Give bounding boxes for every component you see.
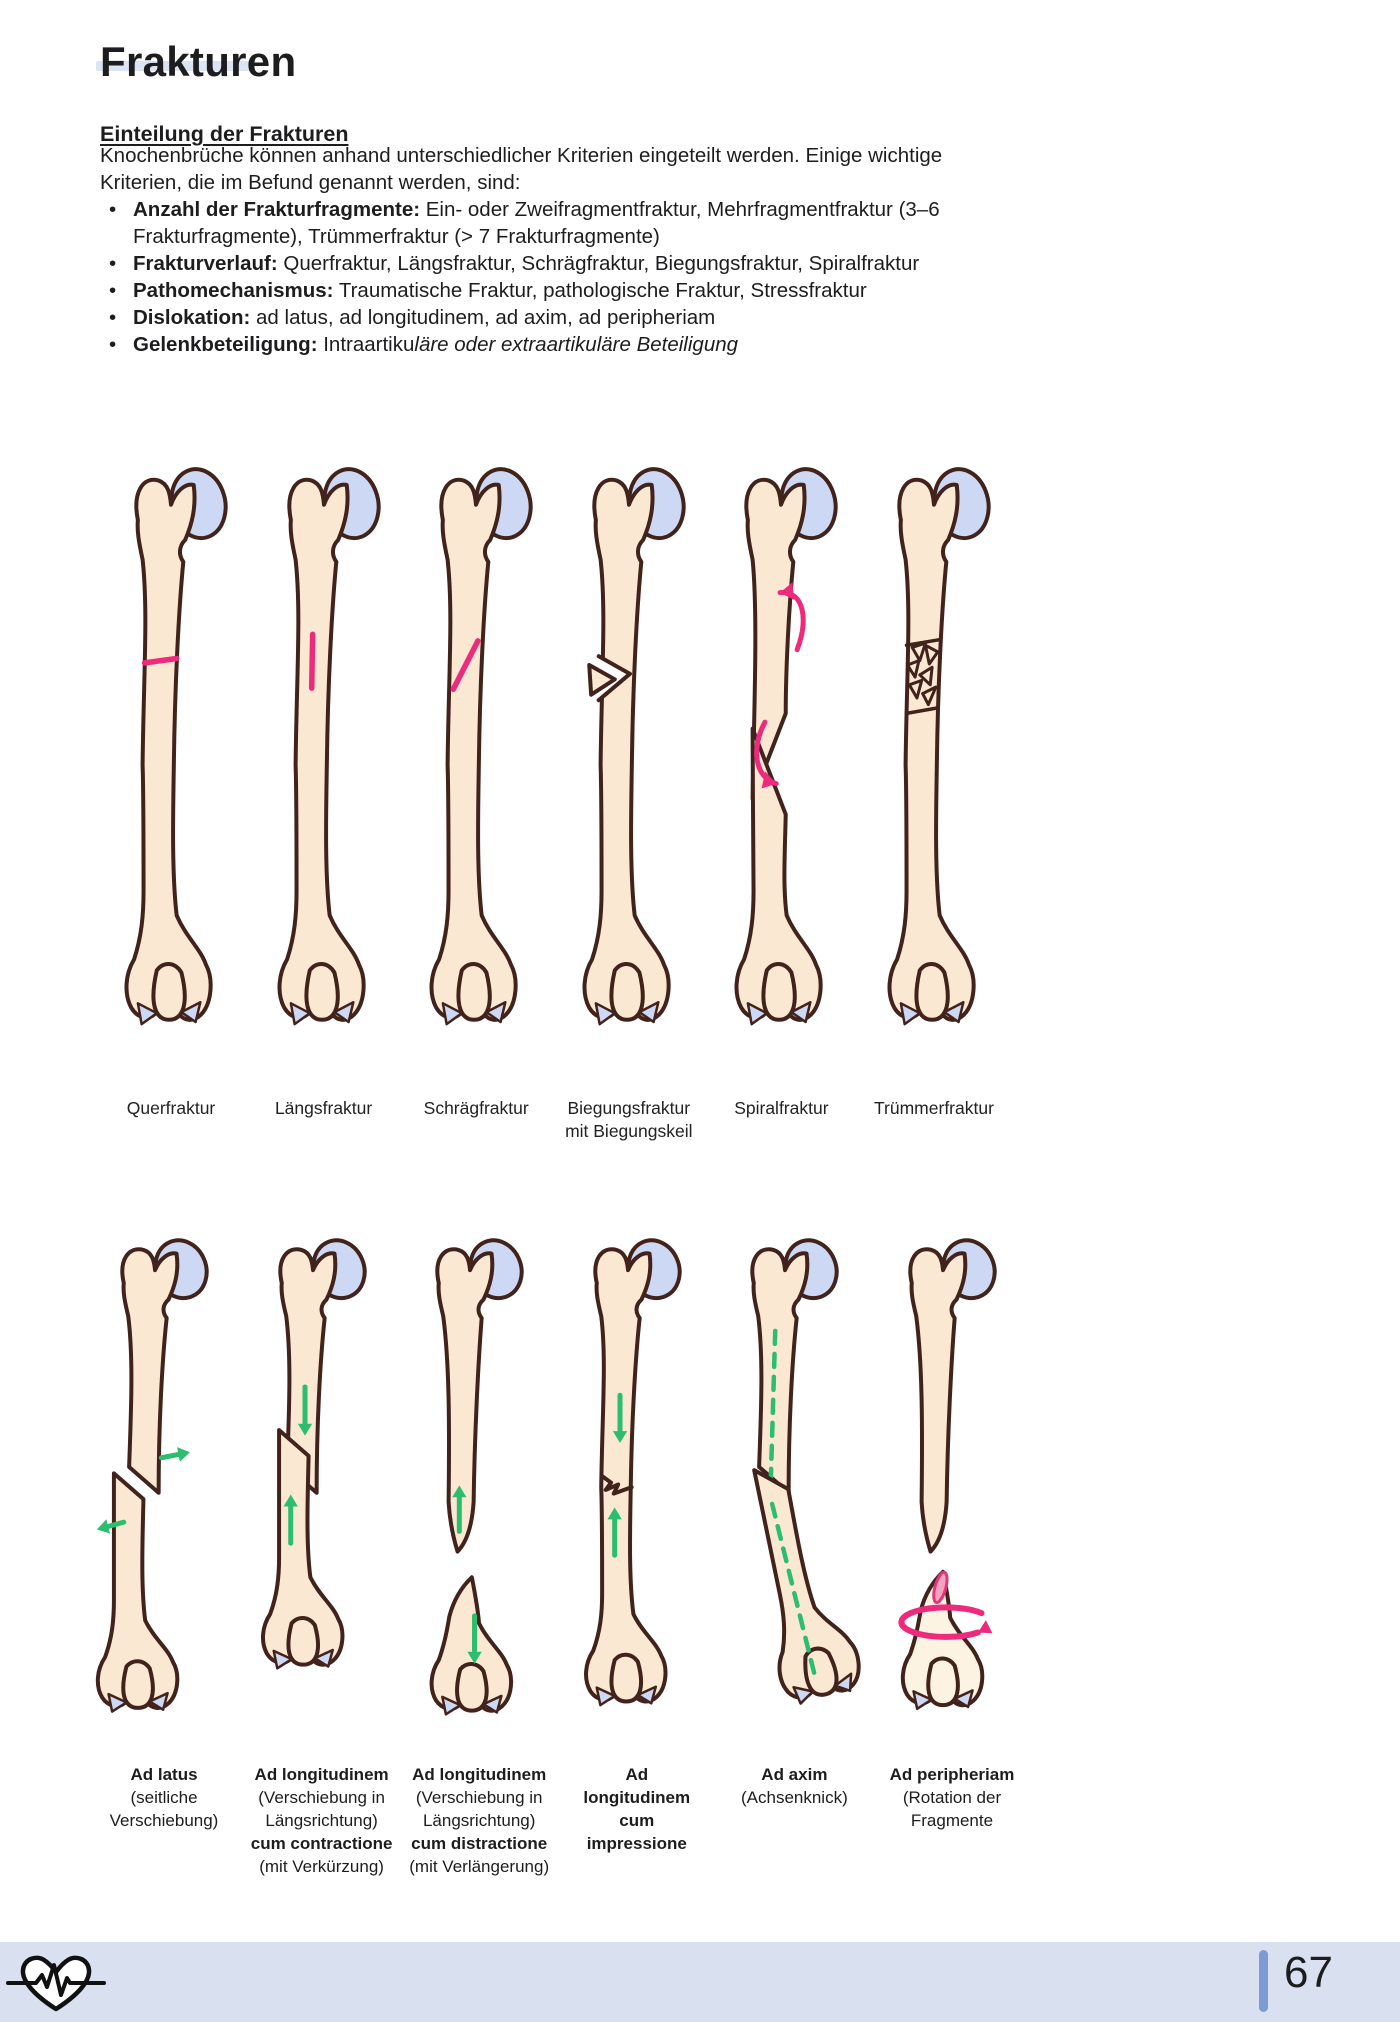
figure-caption bbox=[393, 1763, 565, 1878]
laengsfraktur-figure bbox=[253, 452, 395, 1143]
page-title: Frakturen bbox=[100, 38, 297, 86]
page-number: 67 bbox=[1284, 1948, 1333, 1997]
spiralfraktur-figure bbox=[710, 452, 852, 1143]
bullet-lead: Frakturverlauf: bbox=[133, 252, 278, 275]
ad-latus-figure bbox=[88, 1226, 240, 1878]
caption-segment: Ad longitudinem bbox=[412, 1765, 547, 1784]
bullet-item bbox=[100, 250, 984, 277]
bullet-item bbox=[100, 304, 984, 331]
figure-caption: Biegungsfraktur mit Biegungskeil bbox=[565, 1098, 693, 1141]
ad-peripheriam-figure bbox=[876, 1226, 1028, 1878]
intro-paragraph: Knochenbrüche können anhand unterschiedlicher Kriterien eingeteilt werden. Einige wichtige Kriterien, die im Befund genannt werden, sind: bbox=[100, 144, 943, 194]
caption-segment: Ad longitudinem cum impressione bbox=[583, 1765, 691, 1853]
schraegfraktur-illustration bbox=[405, 452, 547, 1067]
caption-segment: Ad axim bbox=[761, 1765, 828, 1784]
ad-axim-figure bbox=[718, 1226, 870, 1878]
caption-segment: Ad latus bbox=[130, 1765, 198, 1784]
ad-longitudinem-cum-distractione-figure bbox=[403, 1226, 555, 1878]
caption-segment: (mit Verkürzung) bbox=[259, 1857, 384, 1876]
ad-longitudinem-cum-impressione-illustration bbox=[561, 1226, 713, 1741]
bullet-text: Intraartiku bbox=[317, 333, 415, 356]
figure-caption: Längsfraktur bbox=[274, 1098, 373, 1118]
ad-longitudinem-cum-contractione-illustration bbox=[246, 1226, 398, 1741]
ad-axim-illustration bbox=[718, 1226, 870, 1741]
bullet-text: ad latus, ad longitudinem, ad axim, ad peripheriam bbox=[250, 306, 716, 329]
figure-caption bbox=[89, 1763, 239, 1832]
dislocation-figures-row bbox=[88, 1226, 1028, 1878]
truemmerfraktur-illustration bbox=[863, 452, 1005, 1067]
caption-segment: (Verschiebung in Längsrichtung) bbox=[258, 1788, 385, 1830]
caption-segment: cum distractione bbox=[411, 1834, 548, 1853]
bullet-lead: Gelenkbeteiligung: bbox=[133, 333, 318, 356]
biegungsfraktur-illustration bbox=[558, 452, 700, 1067]
heart-pulse-icon bbox=[6, 1951, 106, 2020]
figure-caption bbox=[236, 1763, 408, 1878]
truemmerfraktur-figure bbox=[863, 452, 1005, 1143]
bullet-text: Ein- oder Zweifragmentfraktur, Mehrfragmentfraktur (3–6 Frakturfragmente), Trümmerfraktur (> 7 Frakturfragmente) bbox=[133, 198, 940, 248]
caption-segment: (seitliche Verschiebung) bbox=[109, 1788, 219, 1830]
ad-peripheriam-illustration bbox=[876, 1226, 1028, 1741]
bullet-item bbox=[100, 196, 984, 250]
fracture-course-figures-row bbox=[100, 452, 1005, 1143]
caption-segment: (Rotation der Fragmente bbox=[902, 1788, 1002, 1830]
bullet-lead: Pathomechanismus: bbox=[133, 279, 334, 302]
figure-caption: Querfraktur bbox=[126, 1098, 216, 1118]
figure-caption bbox=[871, 1763, 1033, 1832]
schraegfraktur-figure bbox=[405, 452, 547, 1143]
bullet-text: Querfraktur, Längsfraktur, Schrägfraktur, Biegungsfraktur, Spiralfraktur bbox=[277, 252, 920, 275]
bullet-text-italic: läre oder extraartikuläre Beteiligung bbox=[414, 333, 739, 356]
caption-segment: (Verschiebung in Längsrichtung) bbox=[415, 1788, 543, 1830]
ad-longitudinem-cum-distractione-illustration bbox=[403, 1226, 555, 1741]
bullet-item bbox=[100, 277, 984, 304]
figure-caption bbox=[574, 1763, 700, 1855]
figure-caption bbox=[719, 1763, 869, 1809]
page-number-accent-bar bbox=[1259, 1950, 1268, 2012]
ad-longitudinem-cum-impressione-figure bbox=[561, 1226, 713, 1878]
footer-band bbox=[0, 1942, 1400, 2022]
bullet-lead: Dislokation: bbox=[133, 306, 251, 329]
section-heading: Einteilung der Frakturen bbox=[100, 121, 349, 146]
querfraktur-illustration bbox=[100, 452, 242, 1067]
bullet-lead: Anzahl der Frakturfragmente: bbox=[133, 198, 421, 221]
ad-latus-illustration bbox=[88, 1226, 240, 1741]
ad-longitudinem-cum-contractione-figure bbox=[246, 1226, 398, 1878]
criteria-list bbox=[100, 196, 984, 358]
querfraktur-figure bbox=[100, 452, 242, 1143]
figure-caption: Spiralfraktur bbox=[734, 1098, 829, 1118]
figure-caption: Schrägfraktur bbox=[423, 1098, 529, 1118]
laengsfraktur-illustration bbox=[253, 452, 395, 1067]
caption-segment: cum contractione bbox=[250, 1834, 393, 1853]
caption-segment: (mit Verlängerung) bbox=[409, 1857, 550, 1876]
caption-segment: Ad peripheriam bbox=[889, 1765, 1015, 1784]
bullet-item bbox=[100, 331, 984, 358]
caption-segment: (Achsenknick) bbox=[740, 1788, 848, 1807]
bullet-text: Traumatische Fraktur, pathologische Fraktur, Stressfraktur bbox=[333, 279, 867, 302]
spiralfraktur-illustration bbox=[710, 452, 852, 1067]
caption-segment: Ad longitudinem bbox=[254, 1765, 389, 1784]
figure-caption: Trümmerfraktur bbox=[874, 1098, 994, 1118]
biegungsfraktur-figure bbox=[558, 452, 700, 1143]
